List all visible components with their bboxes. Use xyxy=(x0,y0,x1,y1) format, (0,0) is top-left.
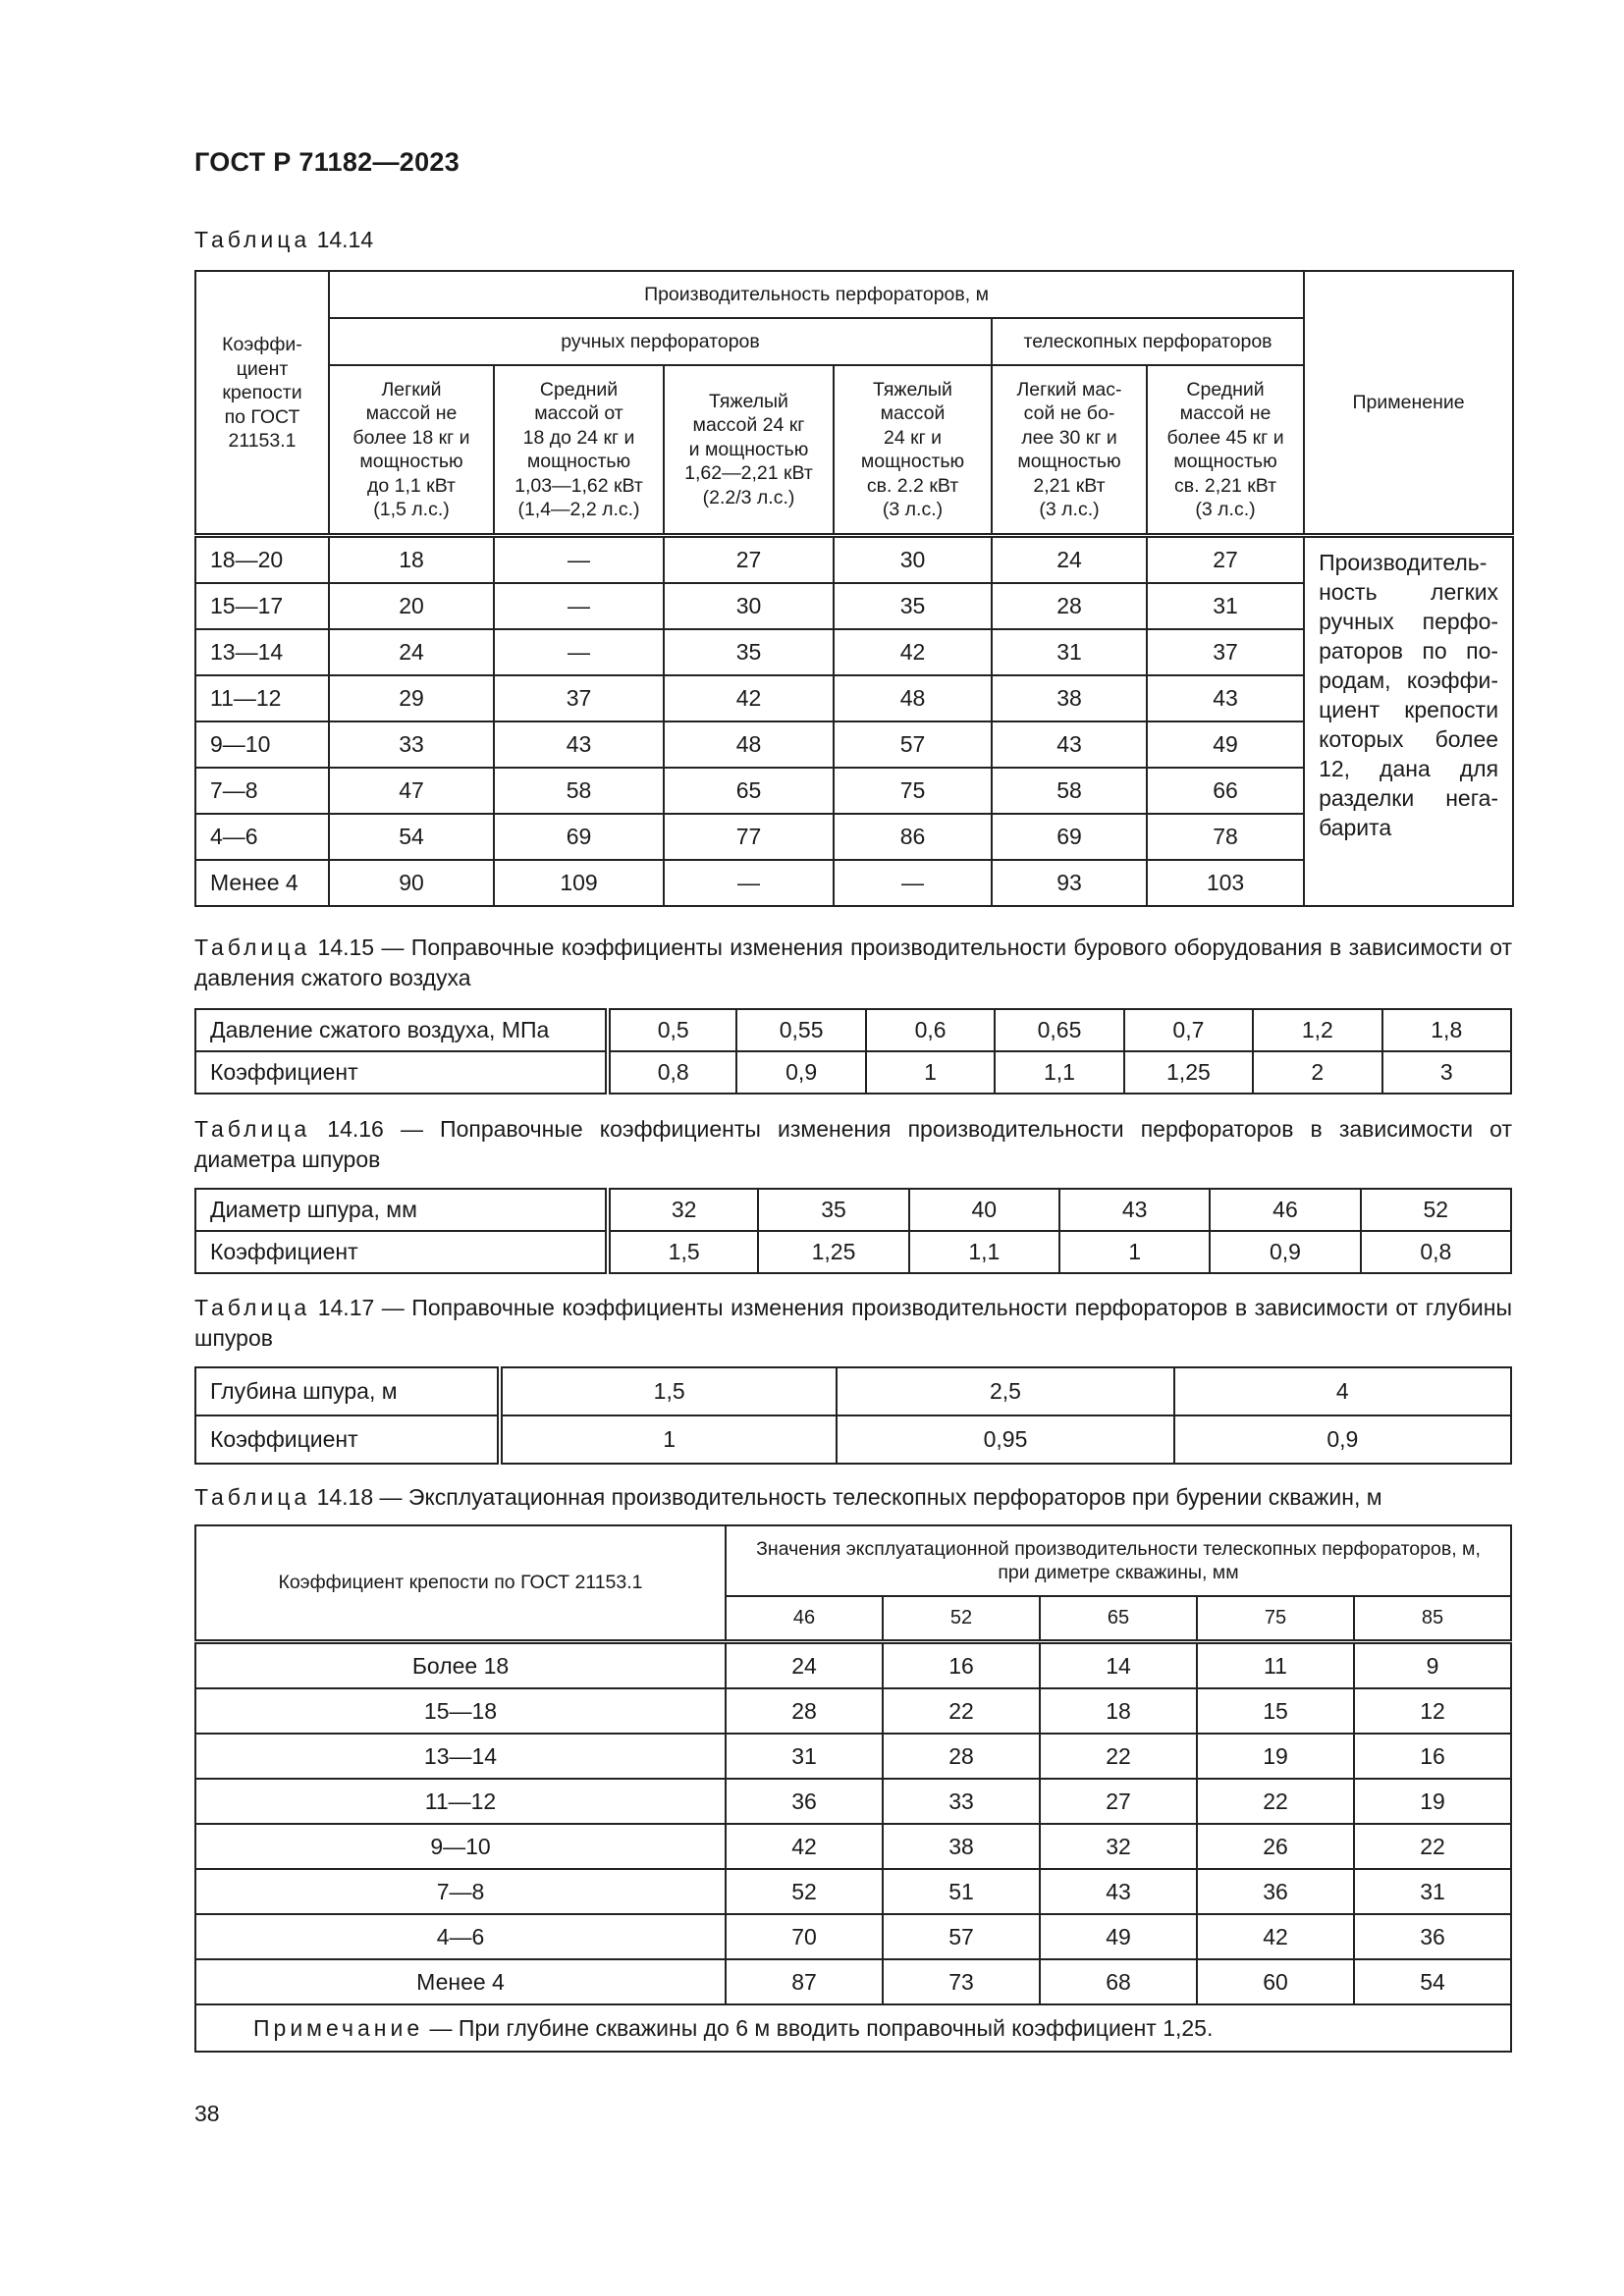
cell: 19 xyxy=(1354,1779,1511,1824)
cell: 49 xyxy=(1147,721,1304,768)
cell: 38 xyxy=(883,1824,1040,1869)
usage-note: Производительность легких ручных перфораторов по породам, коэффициент крепости которых более 12, дана для разделки негабарита xyxy=(1304,536,1513,907)
table-label-text: 14.15 — Поправочные коэффициенты изменения производительности бурового оборудования в зависимости от давления сжатого воздуха xyxy=(194,934,1513,990)
cell: 26 xyxy=(1197,1824,1354,1869)
cell: 60 xyxy=(1197,1959,1354,2004)
cell: 43 xyxy=(1059,1189,1210,1231)
table-row xyxy=(195,1009,1511,1051)
table-row xyxy=(195,1734,1511,1779)
cell: 1 xyxy=(866,1051,995,1094)
row-label: Коэффициент xyxy=(195,1231,608,1273)
cell: 66 xyxy=(1147,768,1304,814)
cell: 38 xyxy=(992,675,1147,721)
diameter-header: 52 xyxy=(883,1596,1040,1642)
cell: 1 xyxy=(1059,1231,1210,1273)
note-text: — При глубине скважины до 6 м вводить поправочный коэффициент 1,25. xyxy=(429,2014,1214,2041)
header-telescopic-perforators: телескопных перфораторов xyxy=(992,318,1304,365)
table-row xyxy=(195,1914,1511,1959)
cell: 0,55 xyxy=(736,1009,865,1051)
cell: 1,2 xyxy=(1253,1009,1381,1051)
cell: 11—12 xyxy=(195,1779,726,1824)
cell: 42 xyxy=(726,1824,883,1869)
header-coefficient: Коэффициент крепости по ГОСТ 21153.1 xyxy=(195,1525,726,1642)
cell: 35 xyxy=(758,1189,908,1231)
table-note xyxy=(195,2004,1511,2052)
cell: 70 xyxy=(726,1914,883,1959)
cell: 18 xyxy=(1040,1688,1197,1734)
cell: 19 xyxy=(1197,1734,1354,1779)
table-14-18-caption xyxy=(194,1482,1512,1513)
cell: 43 xyxy=(1147,675,1304,721)
table-14-14 xyxy=(194,270,1514,907)
col-medium-telescopic: Средний массой не более 45 кг и мощностью св. 2,21 кВт (3 л.с.) xyxy=(1147,365,1304,536)
cell: 4—6 xyxy=(195,1914,726,1959)
header-productivity: Производительность перфораторов, м xyxy=(329,271,1304,318)
cell: 86 xyxy=(834,814,992,860)
cell: 11—12 xyxy=(195,675,329,721)
cell: 87 xyxy=(726,1959,883,2004)
table-14-15 xyxy=(194,1008,1512,1095)
cell: 12 xyxy=(1354,1688,1511,1734)
col-medium-hand: Средний массой от 18 до 24 кг и мощностью 1,03—1,62 кВт (1,4—2,2 л.с.) xyxy=(494,365,664,536)
cell: 57 xyxy=(883,1914,1040,1959)
cell: 13—14 xyxy=(195,629,329,675)
page-number: 38 xyxy=(194,2101,220,2126)
cell: — xyxy=(494,536,664,584)
table-14-17-caption xyxy=(194,1293,1512,1354)
header-coefficient: Коэффи- циент крепости по ГОСТ 21153.1 xyxy=(195,271,329,536)
cell: 22 xyxy=(883,1688,1040,1734)
note-word: Примечание xyxy=(253,2014,424,2041)
cell: 58 xyxy=(494,768,664,814)
table-row xyxy=(195,1051,1511,1094)
table-14-14-caption xyxy=(194,225,1512,255)
cell: 31 xyxy=(1354,1869,1511,1914)
cell: 33 xyxy=(883,1779,1040,1824)
cell: 32 xyxy=(608,1189,758,1231)
header-usage: Применение xyxy=(1304,271,1513,536)
cell: 9—10 xyxy=(195,1824,726,1869)
cell: 0,6 xyxy=(866,1009,995,1051)
cell: 78 xyxy=(1147,814,1304,860)
cell: 30 xyxy=(834,536,992,584)
cell: 1,1 xyxy=(909,1231,1059,1273)
table-label-word: Таблица xyxy=(194,934,311,960)
cell: 1 xyxy=(500,1415,837,1464)
cell: 22 xyxy=(1197,1779,1354,1824)
cell: 42 xyxy=(834,629,992,675)
table-row xyxy=(195,536,1513,584)
cell: — xyxy=(494,629,664,675)
cell: 13—14 xyxy=(195,1734,726,1779)
row-label: Давление сжатого воздуха, МПа xyxy=(195,1009,608,1051)
cell: 0,9 xyxy=(736,1051,865,1094)
table-label-word: Таблица xyxy=(194,1295,311,1320)
cell: 2 xyxy=(1253,1051,1381,1094)
cell: 51 xyxy=(883,1869,1040,1914)
cell: 30 xyxy=(664,583,834,629)
cell: 15 xyxy=(1197,1688,1354,1734)
cell: 36 xyxy=(1354,1914,1511,1959)
cell: 7—8 xyxy=(195,1869,726,1914)
cell: 22 xyxy=(1354,1824,1511,1869)
cell: 24 xyxy=(726,1642,883,1689)
cell: 37 xyxy=(1147,629,1304,675)
cell: 27 xyxy=(1040,1779,1197,1824)
diameter-header: 46 xyxy=(726,1596,883,1642)
table-label-number: 14.14 xyxy=(316,227,374,252)
cell: 46 xyxy=(1210,1189,1360,1231)
cell: — xyxy=(834,860,992,906)
cell: 24 xyxy=(329,629,494,675)
cell: 69 xyxy=(992,814,1147,860)
cell: 27 xyxy=(664,536,834,584)
table-row xyxy=(195,1189,1511,1231)
cell: 18 xyxy=(329,536,494,584)
cell: 3 xyxy=(1382,1051,1511,1094)
cell: 0,8 xyxy=(1361,1231,1511,1273)
cell: 58 xyxy=(992,768,1147,814)
cell: 109 xyxy=(494,860,664,906)
cell: 2,5 xyxy=(837,1367,1173,1415)
table-label-text: 14.17 — Поправочные коэффициенты изменения производительности перфораторов в зависимости от глубины шпуров xyxy=(194,1295,1513,1351)
col-heavy-hand: Тяжелый массой 24 кг и мощностью 1,62—2,21 кВт (2.2/3 л.с.) xyxy=(664,365,834,536)
cell: Менее 4 xyxy=(195,1959,726,2004)
cell: 0,8 xyxy=(608,1051,736,1094)
cell: 54 xyxy=(1354,1959,1511,2004)
row-label: Коэффициент xyxy=(195,1415,500,1464)
diameter-header: 65 xyxy=(1040,1596,1197,1642)
cell: 57 xyxy=(834,721,992,768)
table-label-word: Таблица xyxy=(194,1484,311,1510)
table-row xyxy=(195,1367,1511,1415)
table-label-text: 14.16 — Поправочные коэффициенты изменения производительности перфораторов в зависимости от диаметра шпуров xyxy=(194,1116,1512,1172)
cell: 1,25 xyxy=(1124,1051,1253,1094)
col-light-telescopic: Легкий мас- сой не бо- лее 30 кг и мощностью 2,21 кВт (3 л.с.) xyxy=(992,365,1147,536)
cell: 0,7 xyxy=(1124,1009,1253,1051)
cell: 0,9 xyxy=(1210,1231,1360,1273)
row-label: Диаметр шпура, мм xyxy=(195,1189,608,1231)
cell: 1,5 xyxy=(608,1231,758,1273)
table-row xyxy=(195,1869,1511,1914)
cell: 75 xyxy=(834,768,992,814)
table-14-17 xyxy=(194,1366,1512,1465)
cell: 0,5 xyxy=(608,1009,736,1051)
table-row xyxy=(195,1779,1511,1824)
cell: 1,5 xyxy=(500,1367,837,1415)
table-row xyxy=(195,1959,1511,2004)
cell: 9 xyxy=(1354,1642,1511,1689)
cell: 68 xyxy=(1040,1959,1197,2004)
cell: 11 xyxy=(1197,1642,1354,1689)
table-label-text: 14.18 — Эксплуатационная производительность телескопных перфораторов при бурении скважин, м xyxy=(316,1484,1382,1510)
table-label-word: Таблица xyxy=(194,1116,311,1142)
cell: 40 xyxy=(909,1189,1059,1231)
cell: 52 xyxy=(1361,1189,1511,1231)
cell: 103 xyxy=(1147,860,1304,906)
table-row xyxy=(195,1824,1511,1869)
cell: 90 xyxy=(329,860,494,906)
col-light-hand: Легкий массой не более 18 кг и мощностью до 1,1 кВт (1,5 л.с.) xyxy=(329,365,494,536)
table-14-18 xyxy=(194,1524,1512,2053)
cell: 93 xyxy=(992,860,1147,906)
cell: 18—20 xyxy=(195,536,329,584)
cell: 31 xyxy=(1147,583,1304,629)
cell: 54 xyxy=(329,814,494,860)
table-14-15-caption xyxy=(194,933,1512,993)
cell: 52 xyxy=(726,1869,883,1914)
cell: 37 xyxy=(494,675,664,721)
cell: 4—6 xyxy=(195,814,329,860)
cell: 48 xyxy=(834,675,992,721)
cell: 7—8 xyxy=(195,768,329,814)
cell: 42 xyxy=(664,675,834,721)
cell: 0,95 xyxy=(837,1415,1173,1464)
header-hand-perforators: ручных перфораторов xyxy=(329,318,992,365)
cell: 16 xyxy=(1354,1734,1511,1779)
cell: Менее 4 xyxy=(195,860,329,906)
cell: 20 xyxy=(329,583,494,629)
document-header: ГОСТ Р 71182—2023 xyxy=(194,147,460,177)
cell: 36 xyxy=(1197,1869,1354,1914)
cell: 16 xyxy=(883,1642,1040,1689)
cell: 29 xyxy=(329,675,494,721)
cell: 73 xyxy=(883,1959,1040,2004)
cell: Более 18 xyxy=(195,1642,726,1689)
cell: 15—18 xyxy=(195,1688,726,1734)
cell: 1,25 xyxy=(758,1231,908,1273)
cell: 1,8 xyxy=(1382,1009,1511,1051)
cell: 33 xyxy=(329,721,494,768)
table-row xyxy=(195,1415,1511,1464)
cell: 48 xyxy=(664,721,834,768)
cell: 32 xyxy=(1040,1824,1197,1869)
table-row xyxy=(195,1642,1511,1689)
cell: 69 xyxy=(494,814,664,860)
cell: 22 xyxy=(1040,1734,1197,1779)
cell: 35 xyxy=(834,583,992,629)
cell: 31 xyxy=(992,629,1147,675)
header-values: Значения эксплуатационной производительности телескопных перфораторов, м, при диметре скважины, мм xyxy=(726,1525,1511,1596)
cell: 0,9 xyxy=(1174,1415,1511,1464)
cell: — xyxy=(664,860,834,906)
cell: 43 xyxy=(992,721,1147,768)
cell: — xyxy=(494,583,664,629)
cell: 35 xyxy=(664,629,834,675)
cell: 9—10 xyxy=(195,721,329,768)
cell: 4 xyxy=(1174,1367,1511,1415)
table-row xyxy=(195,1688,1511,1734)
cell: 1,1 xyxy=(995,1051,1123,1094)
row-label: Коэффициент xyxy=(195,1051,608,1094)
cell: 0,65 xyxy=(995,1009,1123,1051)
table-14-16 xyxy=(194,1188,1512,1274)
cell: 28 xyxy=(883,1734,1040,1779)
cell: 49 xyxy=(1040,1914,1197,1959)
cell: 15—17 xyxy=(195,583,329,629)
cell: 77 xyxy=(664,814,834,860)
cell: 31 xyxy=(726,1734,883,1779)
table-note-row xyxy=(195,2004,1511,2052)
col-heavy-hand-2: Тяжелый массой 24 кг и мощностью св. 2.2 кВт (3 л.с.) xyxy=(834,365,992,536)
row-label: Глубина шпура, м xyxy=(195,1367,500,1415)
cell: 43 xyxy=(494,721,664,768)
diameter-header: 75 xyxy=(1197,1596,1354,1642)
cell: 28 xyxy=(726,1688,883,1734)
table-label-word: Таблица xyxy=(194,227,311,252)
cell: 65 xyxy=(664,768,834,814)
diameter-header: 85 xyxy=(1354,1596,1511,1642)
cell: 47 xyxy=(329,768,494,814)
cell: 24 xyxy=(992,536,1147,584)
table-row xyxy=(195,1231,1511,1273)
cell: 42 xyxy=(1197,1914,1354,1959)
table-14-16-caption xyxy=(194,1114,1512,1175)
cell: 27 xyxy=(1147,536,1304,584)
cell: 43 xyxy=(1040,1869,1197,1914)
cell: 28 xyxy=(992,583,1147,629)
cell: 36 xyxy=(726,1779,883,1824)
cell: 14 xyxy=(1040,1642,1197,1689)
